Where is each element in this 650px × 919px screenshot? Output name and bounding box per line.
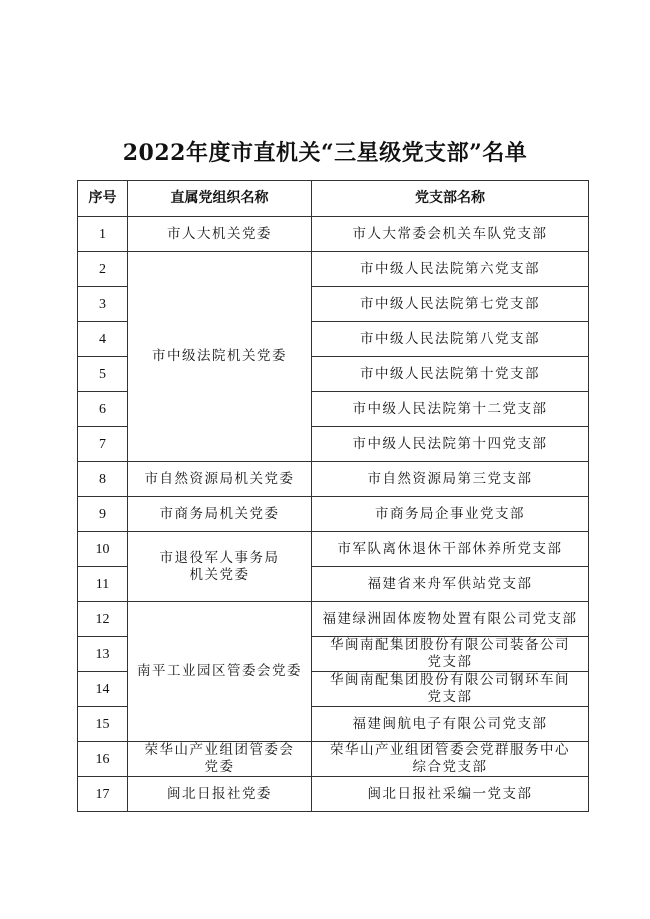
branch-name-cell: 市中级人民法院第十党支部 bbox=[312, 357, 589, 392]
table-body bbox=[78, 217, 589, 812]
branch-name-cell: 市军队离休退休干部休养所党支部 bbox=[312, 532, 589, 567]
serial-number-cell: 7 bbox=[78, 427, 128, 462]
branch-name-cell: 福建绿洲固体废物处置有限公司党支部 bbox=[312, 602, 589, 637]
serial-number-cell: 1 bbox=[78, 217, 128, 252]
parent-org-cell: 荣华山产业组团管委会 党委 bbox=[128, 742, 312, 777]
table-row bbox=[78, 217, 589, 252]
table-row bbox=[78, 742, 589, 777]
branch-name-cell: 市中级人民法院第十二党支部 bbox=[312, 392, 589, 427]
serial-number-cell: 5 bbox=[78, 357, 128, 392]
table-row bbox=[78, 462, 589, 497]
branch-name-cell: 福建闽航电子有限公司党支部 bbox=[312, 707, 589, 742]
serial-number-cell: 2 bbox=[78, 252, 128, 287]
table-row bbox=[78, 777, 589, 812]
serial-number-cell: 4 bbox=[78, 322, 128, 357]
party-branch-table bbox=[77, 180, 589, 812]
serial-number-cell: 6 bbox=[78, 392, 128, 427]
branch-name-cell: 市人大常委会机关车队党支部 bbox=[312, 217, 589, 252]
header-branch-name: 党支部名称 bbox=[312, 181, 589, 217]
header-serial-number: 序号 bbox=[78, 181, 128, 217]
table-header-row bbox=[78, 181, 589, 217]
parent-org-cell: 市商务局机关党委 bbox=[128, 497, 312, 532]
serial-number-cell: 17 bbox=[78, 777, 128, 812]
serial-number-cell: 8 bbox=[78, 462, 128, 497]
serial-number-cell: 10 bbox=[78, 532, 128, 567]
parent-org-cell: 市自然资源局机关党委 bbox=[128, 462, 312, 497]
serial-number-cell: 3 bbox=[78, 287, 128, 322]
table-row bbox=[78, 497, 589, 532]
parent-org-cell: 市人大机关党委 bbox=[128, 217, 312, 252]
serial-number-cell: 16 bbox=[78, 742, 128, 777]
header-parent-org: 直属党组织名称 bbox=[128, 181, 312, 217]
serial-number-cell: 12 bbox=[78, 602, 128, 637]
serial-number-cell: 13 bbox=[78, 637, 128, 672]
branch-name-cell: 荣华山产业组团管委会党群服务中心 综合党支部 bbox=[312, 742, 589, 777]
serial-number-cell: 15 bbox=[78, 707, 128, 742]
branch-name-cell: 市自然资源局第三党支部 bbox=[312, 462, 589, 497]
branch-name-cell: 闽北日报社采编一党支部 bbox=[312, 777, 589, 812]
page-title: 2022年度市直机关“三星级党支部”名单 bbox=[122, 140, 528, 166]
branch-name-cell: 市商务局企事业党支部 bbox=[312, 497, 589, 532]
serial-number-cell: 14 bbox=[78, 672, 128, 707]
branch-name-cell: 市中级人民法院第八党支部 bbox=[312, 322, 589, 357]
table-row bbox=[78, 252, 589, 287]
branch-name-cell: 华闽南配集团股份有限公司装备公司 党支部 bbox=[312, 637, 589, 672]
branch-name-cell: 市中级人民法院第十四党支部 bbox=[312, 427, 589, 462]
table-row bbox=[78, 602, 589, 637]
parent-org-cell: 闽北日报社党委 bbox=[128, 777, 312, 812]
branch-name-cell: 市中级人民法院第七党支部 bbox=[312, 287, 589, 322]
table-row bbox=[78, 532, 589, 567]
parent-org-cell: 南平工业园区管委会党委 bbox=[128, 602, 312, 742]
parent-org-cell: 市退役军人事务局 机关党委 bbox=[128, 532, 312, 602]
serial-number-cell: 9 bbox=[78, 497, 128, 532]
branch-name-cell: 福建省来舟军供站党支部 bbox=[312, 567, 589, 602]
serial-number-cell: 11 bbox=[78, 567, 128, 602]
branch-name-cell: 市中级人民法院第六党支部 bbox=[312, 252, 589, 287]
branch-name-cell: 华闽南配集团股份有限公司钢环车间 党支部 bbox=[312, 672, 589, 707]
parent-org-cell: 市中级法院机关党委 bbox=[128, 252, 312, 462]
